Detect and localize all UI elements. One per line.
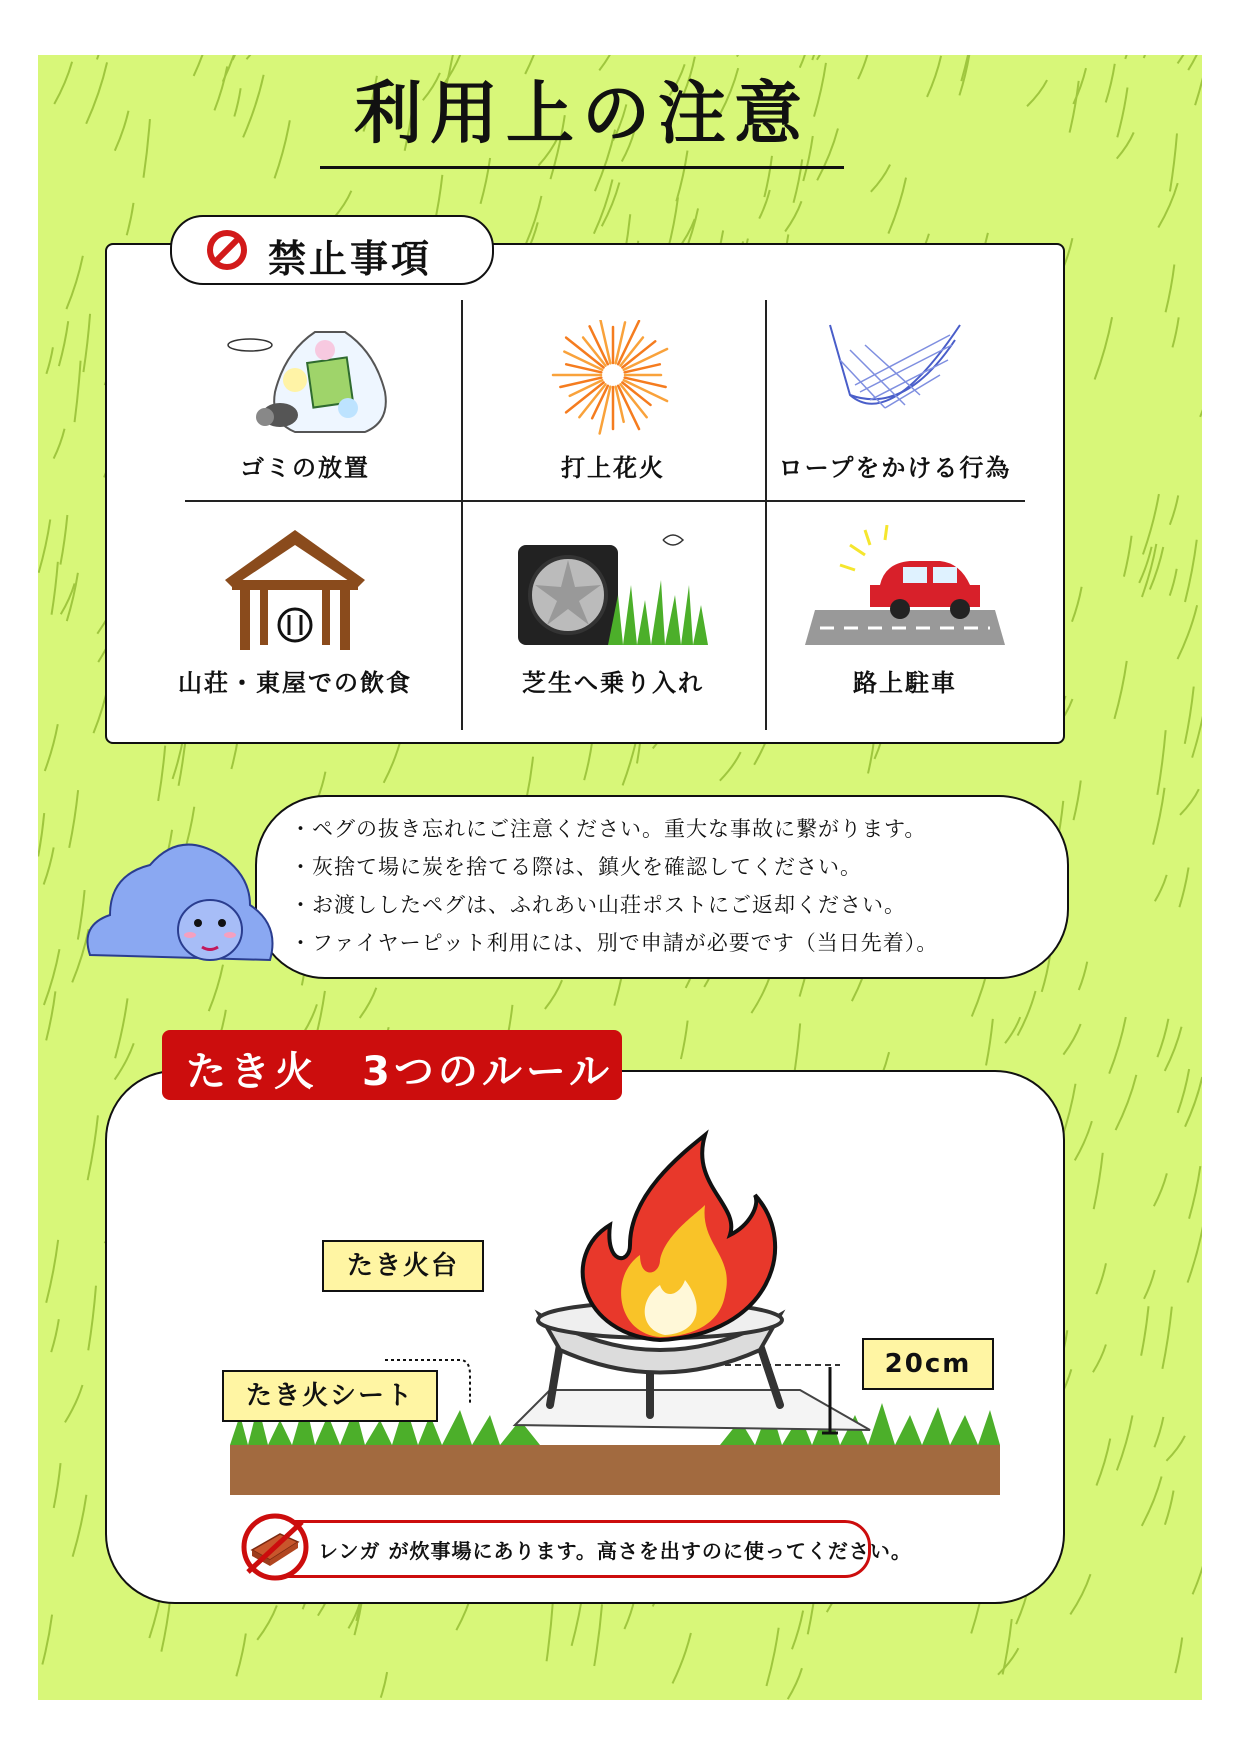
grass-stroke (65, 1385, 83, 1422)
prohibited-heading: 禁止事項 (268, 237, 433, 281)
grass-stroke (858, 55, 869, 79)
grass-stroke (547, 1598, 554, 1662)
grass-stroke (54, 429, 65, 459)
grass-stroke (234, 88, 240, 116)
grass-stroke (527, 757, 533, 797)
grass-stroke (1117, 88, 1127, 138)
grass-stroke (1192, 695, 1202, 758)
note-item: ・ペグの抜き忘れにご注意ください。重大な事故に繋がります。 (290, 817, 927, 841)
prohibited-item (145, 525, 445, 698)
grass-stroke (161, 1597, 170, 1652)
grass-stroke (1141, 1306, 1148, 1355)
grass-stroke (1106, 64, 1115, 103)
prohibited-item-label: 山荘・東屋での飲食 (178, 669, 412, 697)
grass-stroke (1170, 133, 1177, 191)
grass-stroke (1073, 68, 1086, 104)
blue-creature-mascot (80, 825, 280, 975)
grass-stroke (1096, 1439, 1110, 1486)
grass-stroke (1153, 788, 1164, 845)
grass-stroke (83, 314, 90, 372)
grass-stroke (236, 1634, 245, 1677)
prohibited-item (155, 320, 455, 483)
grass-stroke (1142, 1477, 1162, 1526)
grass-stroke (959, 55, 969, 95)
grass-stroke (38, 813, 44, 856)
grass-stroke (800, 55, 809, 68)
grass-stroke (998, 1648, 1018, 1674)
grass-stroke (360, 988, 377, 1018)
sheet-label: たき火シート (222, 1370, 438, 1422)
grass-stroke (1117, 132, 1134, 158)
grass-stroke (67, 573, 78, 621)
prohibited-item-label: 打上花火 (561, 454, 665, 482)
grass-stroke (766, 1628, 778, 1686)
grass-stroke (1178, 55, 1194, 63)
grass-stroke (1018, 991, 1036, 1036)
grass-stroke (44, 847, 54, 884)
grass-stroke (143, 119, 149, 178)
grass-stroke (1166, 1436, 1185, 1461)
grass-stroke (792, 1611, 803, 1650)
prohibited-item-label: 路上駐車 (853, 669, 957, 697)
grass-stroke (1195, 55, 1202, 105)
brick-icon (240, 1512, 310, 1582)
grass-stroke (214, 66, 227, 110)
grass-stroke (1155, 875, 1167, 901)
grass-stroke (1178, 1069, 1189, 1113)
grass-stroke (1075, 1121, 1092, 1160)
grass-stroke (1185, 687, 1194, 744)
grass-stroke (1170, 569, 1177, 596)
grass-stroke (1116, 1075, 1137, 1130)
grass-stroke (1072, 587, 1082, 622)
grass-stroke (59, 321, 68, 366)
grass-stroke (127, 203, 134, 235)
grass-stroke (1165, 1027, 1182, 1071)
grass-stroke (1063, 1024, 1080, 1055)
grass-stroke (1189, 1166, 1200, 1219)
prohibited-item (755, 525, 1055, 698)
gazebo-dining-icon (210, 525, 380, 655)
grass-stroke (1093, 1345, 1106, 1373)
grass-stroke (599, 55, 617, 70)
grass-stroke (158, 746, 165, 801)
prohibited-item-label: ゴミの放置 (240, 454, 370, 482)
no-entry-icon (206, 229, 248, 271)
grass-stroke (334, 191, 352, 218)
grass-stroke (1124, 536, 1132, 577)
grass-stroke (66, 256, 82, 309)
grass-stroke (86, 62, 107, 123)
grass-stroke (60, 515, 67, 565)
prohibited-item-label: 芝生へ乗り入れ (522, 669, 704, 697)
grass-stroke (545, 980, 562, 1009)
note-item: ・灰捨て場に炭を捨てる際は、鎮火を確認してください。 (290, 855, 862, 879)
grass-stroke (1188, 1221, 1202, 1283)
grass-stroke (115, 111, 129, 151)
grass-stroke (46, 347, 53, 374)
fireworks-icon (528, 320, 698, 440)
grass-stroke (44, 949, 60, 1005)
prohibited-item (463, 320, 763, 483)
grass-stroke (69, 790, 78, 848)
grass-stroke (1180, 789, 1199, 815)
grass-stroke (1193, 1549, 1202, 1594)
grass-stroke (1096, 1263, 1106, 1294)
grass-stroke (1070, 1574, 1090, 1614)
grass-stroke (1139, 547, 1151, 583)
brick-note (245, 1520, 912, 1578)
grass-stroke (1094, 1153, 1103, 1209)
grass-stroke (672, 1633, 690, 1683)
grass-stroke (1188, 55, 1202, 70)
grass-stroke (1114, 661, 1126, 719)
grass-stroke (1154, 1173, 1167, 1206)
title-underline (320, 166, 844, 169)
grass-stroke (54, 62, 72, 104)
grass-stroke (1166, 264, 1175, 312)
grass-stroke (888, 178, 906, 234)
grass-stroke (1074, 781, 1081, 821)
prohibited-grid (145, 300, 1025, 730)
grass-stroke (39, 520, 51, 573)
grass-stroke (54, 1463, 61, 1508)
grass-stroke (720, 752, 741, 781)
grass-stroke (88, 1286, 96, 1351)
note-item: ・お渡ししたペグは、ふれあい山荘ポストにご返却ください。 (290, 893, 906, 917)
grass-stroke (243, 75, 264, 138)
grass-stroke (1170, 495, 1178, 524)
tire-on-grass-icon (513, 525, 713, 655)
grass-stroke (1095, 317, 1112, 379)
notes-list (290, 810, 1050, 962)
grass-stroke (1154, 1417, 1163, 1447)
prohibited-tab (170, 215, 494, 285)
grass-stroke (1079, 962, 1087, 990)
parked-car-icon (795, 525, 1015, 655)
grass-stroke (257, 1605, 277, 1639)
brick-note-text: レンガ が炊事場にあります。高さを出すのに使ってください。 (318, 1539, 912, 1563)
grass-stroke (1070, 81, 1079, 133)
page-title: 利用上の注意 (353, 75, 810, 154)
grass-stroke (817, 55, 832, 60)
grass-stroke (1109, 1017, 1126, 1074)
prohibited-item (745, 320, 1045, 483)
bonfire-heading: たき火 3つのルール (186, 1049, 614, 1095)
grass-stroke (1125, 55, 1136, 59)
bonfire-illustration (160, 1115, 1020, 1505)
grass-stroke (737, 55, 755, 57)
grass-stroke (97, 55, 105, 59)
grass-stroke (1175, 1638, 1182, 1674)
grass-stroke (194, 55, 213, 76)
grid-divider (185, 500, 1025, 502)
grass-stroke (115, 998, 127, 1058)
grass-stroke (1117, 1415, 1133, 1470)
stand-label: たき火台 (322, 1240, 484, 1292)
grass-stroke (381, 1672, 387, 1698)
grass-stroke (1158, 183, 1177, 227)
grass-stroke (1179, 867, 1188, 907)
grass-stroke (1144, 1270, 1155, 1299)
grass-stroke (1157, 730, 1165, 795)
height-label: 20cm (862, 1338, 994, 1390)
grass-stroke (275, 120, 290, 178)
trash-bag-icon (220, 320, 390, 440)
grass-stroke (1157, 1019, 1168, 1057)
prohibited-item (463, 525, 763, 698)
grass-stroke (788, 1668, 802, 1699)
grass-stroke (1165, 1491, 1174, 1525)
grass-stroke (1005, 1017, 1020, 1043)
grass-stroke (1185, 1077, 1202, 1127)
grass-stroke (88, 1115, 98, 1180)
note-item: ・ファイヤーピット利用には、別で申請が必要です（当日先着）。 (290, 931, 939, 955)
prohibited-item-label: ロープをかける行為 (778, 454, 1012, 482)
grass-stroke (584, 740, 592, 780)
grass-stroke (1144, 55, 1155, 58)
grass-stroke (927, 56, 941, 97)
grass-stroke (73, 1495, 87, 1557)
grass-stroke (42, 1615, 52, 1665)
grass-stroke (46, 1240, 58, 1303)
grass-stroke (594, 1604, 602, 1666)
hammock-icon (810, 320, 980, 440)
grass-stroke (1162, 1307, 1171, 1369)
grass-stroke (1200, 376, 1202, 417)
grass-stroke (52, 562, 58, 615)
page-title-block (320, 70, 844, 169)
grass-stroke (871, 165, 890, 192)
grass-stroke (51, 1319, 59, 1352)
grass-stroke (986, 1019, 993, 1066)
bonfire-tab (162, 1030, 622, 1100)
grass-stroke (45, 724, 58, 771)
grass-stroke (1185, 540, 1197, 602)
grass-stroke (246, 55, 263, 59)
grass-stroke (1172, 317, 1178, 347)
grass-stroke (681, 1021, 688, 1060)
grass-stroke (785, 201, 801, 231)
grass-stroke (1027, 80, 1047, 106)
grass-stroke (46, 991, 55, 1040)
grass-stroke (1177, 605, 1197, 659)
grass-stroke (75, 361, 81, 422)
